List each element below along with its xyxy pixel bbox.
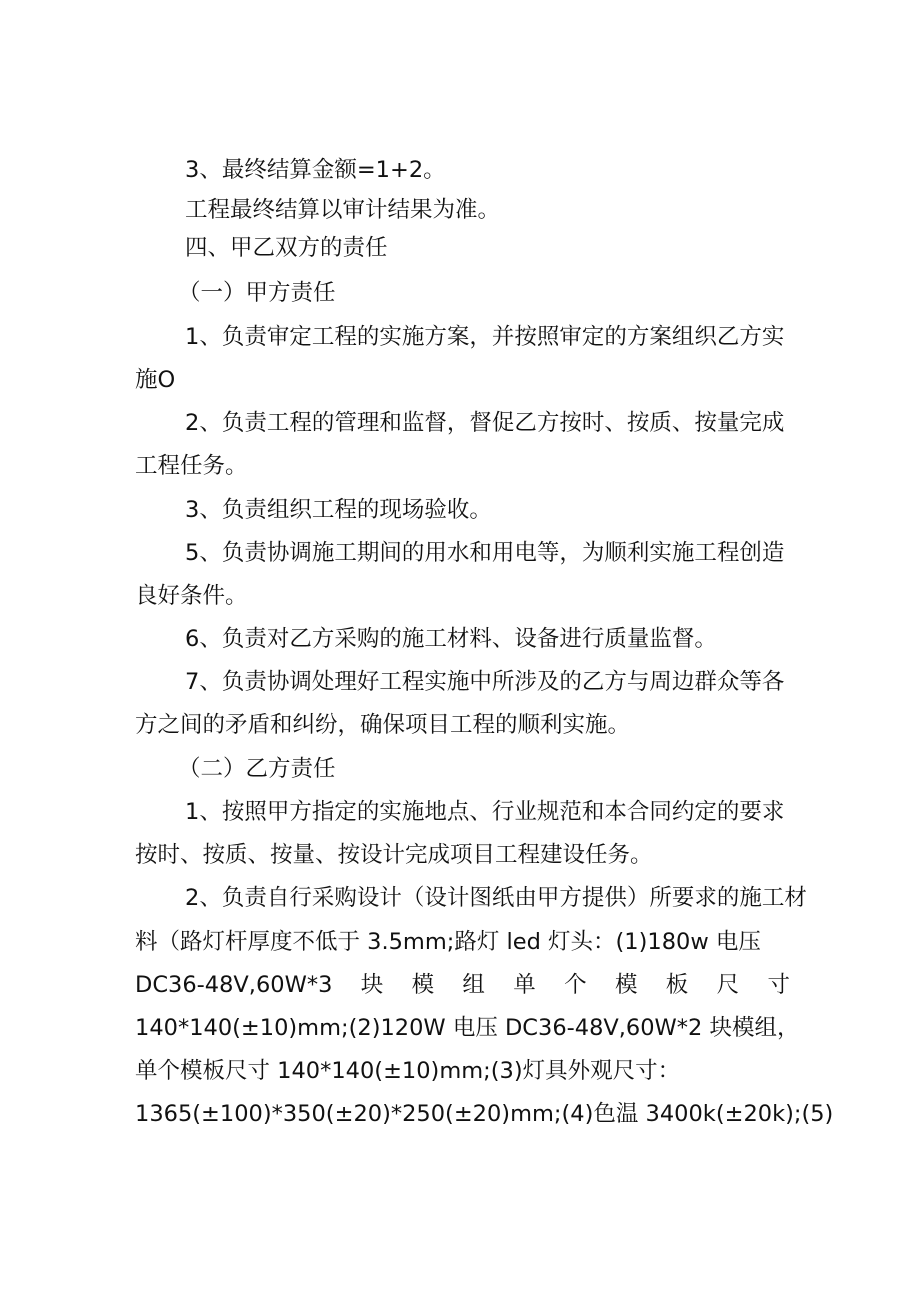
settlement-item-3: 3、最终结算金额=1+2。 <box>185 157 446 183</box>
party-a-item-2-line-1: 2、负责工程的管理和监督，督促乙方按时、按质、按量完成 <box>185 410 785 436</box>
party-b-item-2-line-4: 140*140(±10)mm;(2)120W 电压 DC36-48V,60W*2 块模组， <box>135 1015 800 1041</box>
subsection-heading-party-b: （二）乙方责任 <box>178 756 336 782</box>
settlement-audit-note: 工程最终结算以审计结果为准。 <box>185 197 501 223</box>
spec-word: 块 <box>360 972 384 998</box>
party-b-item-1-line-1: 1、按照甲方指定的实施地点、行业规范和本合同约定的要求 <box>185 799 785 825</box>
spec-word: DC36-48V,60W*3 <box>135 972 333 998</box>
party-a-item-2-line-2: 工程任务。 <box>135 453 248 479</box>
party-b-item-2-line-2: 料（路灯杆厚度不低于 3.5mm;路灯 led 灯头：(1)180w 电压 <box>135 929 761 955</box>
spec-word: 个 <box>564 972 587 998</box>
party-a-item-7-line-1: 7、负责协调处理好工程实施中所涉及的乙方与周边群众等各 <box>185 669 785 695</box>
spec-word: 尺 <box>716 972 740 998</box>
spec-word: 组 <box>462 972 485 998</box>
spec-word: 模 <box>614 972 638 998</box>
party-a-item-6: 6、负责对乙方采购的施工材料、设备进行质量监督。 <box>185 626 717 652</box>
section-heading-responsibilities: 四、甲乙双方的责任 <box>185 235 388 261</box>
subsection-heading-party-a: （一）甲方责任 <box>178 280 336 306</box>
party-b-item-2-line-6: 1365(±100)*350(±20)*250(±20)mm;(4)色温 3400k(±20k);(5) <box>135 1101 834 1127</box>
party-b-item-2-line-1: 2、负责自行采购设计（设计图纸由甲方提供）所要求的施工材 <box>185 885 807 911</box>
party-b-item-1-line-2: 按时、按质、按量、按设计完成项目工程建设任务。 <box>135 842 653 868</box>
party-b-item-2-line-3 <box>135 970 790 1000</box>
spec-word: 板 <box>665 972 689 998</box>
party-a-item-1-line-1: 1、负责审定工程的实施方案，并按照审定的方案组织乙方实 <box>185 324 785 350</box>
party-a-item-3: 3、负责组织工程的现场验收。 <box>185 497 492 523</box>
spec-word: 模 <box>411 972 435 998</box>
party-a-item-1-line-2: 施O <box>135 367 176 393</box>
spec-word: 单 <box>513 972 536 998</box>
party-a-item-5-line-1: 5、负责协调施工期间的用水和用电等，为顺利实施工程创造 <box>185 540 785 566</box>
party-a-item-7-line-2: 方之间的矛盾和纠纷，确保项目工程的顺利实施。 <box>135 712 631 738</box>
party-b-item-2-line-5: 单个模板尺寸 140*140(±10)mm;(3)灯具外观尺寸： <box>135 1058 681 1084</box>
spec-word: 寸 <box>767 972 790 998</box>
party-a-item-5-line-2: 良好条件。 <box>135 583 248 609</box>
